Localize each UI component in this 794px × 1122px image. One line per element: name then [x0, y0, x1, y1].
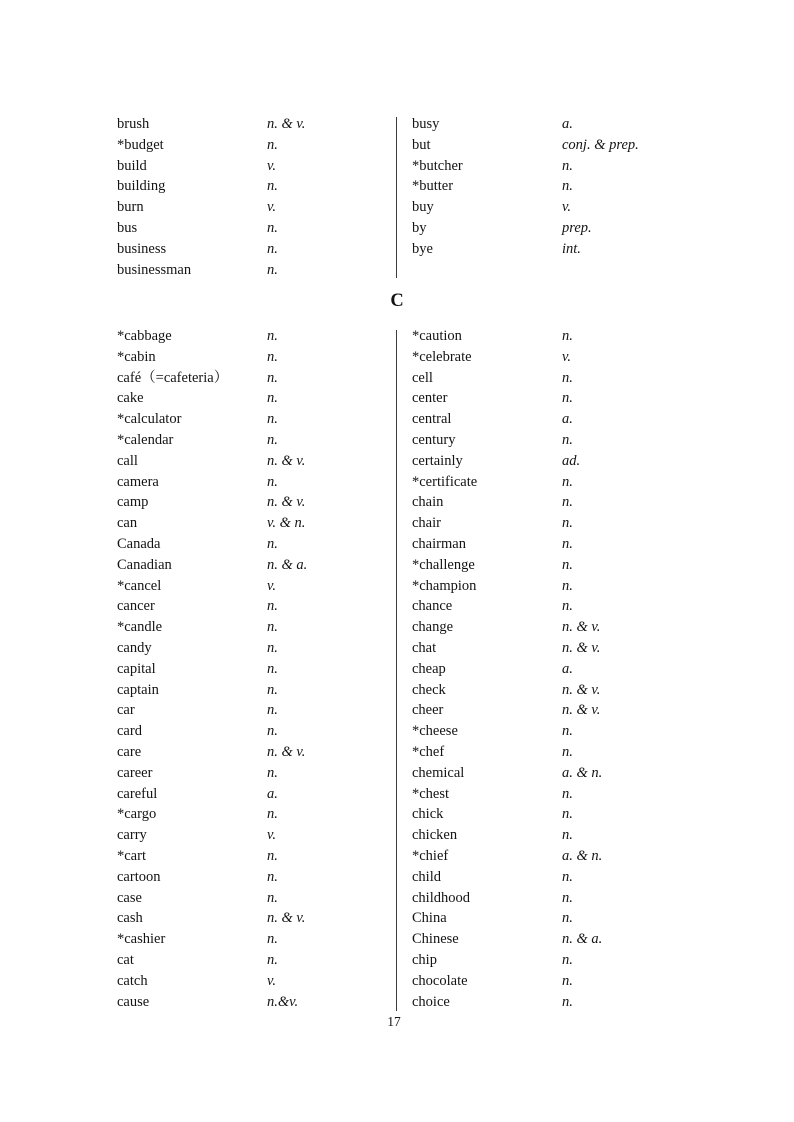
- part-of-speech: a. & n.: [562, 764, 603, 781]
- word-row: [412, 659, 687, 680]
- section-b-right-column: [412, 114, 687, 260]
- word-entry: *chest: [412, 785, 450, 802]
- word-row: [412, 430, 687, 451]
- word-entry: bus: [117, 219, 138, 236]
- part-of-speech: n.: [267, 390, 278, 407]
- word-entry: *butcher: [412, 157, 463, 174]
- word-row: [412, 596, 687, 617]
- word-row: [117, 492, 392, 513]
- word-row: [117, 971, 392, 992]
- word-row: [412, 114, 687, 135]
- word-entry: cartoon: [117, 868, 161, 885]
- part-of-speech: n.: [562, 951, 573, 968]
- word-entry: bye: [412, 240, 433, 257]
- word-entry: cell: [412, 369, 433, 386]
- word-row: [412, 929, 687, 950]
- word-entry: check: [412, 681, 446, 698]
- part-of-speech: ad.: [562, 452, 581, 469]
- word-entry: *cabbage: [117, 328, 172, 344]
- word-row: [117, 742, 392, 763]
- word-entry: *cargo: [117, 806, 157, 823]
- part-of-speech: n. & v.: [267, 494, 306, 511]
- word-row: [117, 260, 392, 281]
- part-of-speech: n. & a.: [267, 556, 308, 573]
- part-of-speech: a.: [562, 660, 573, 677]
- word-row: [412, 239, 687, 260]
- word-entry: chain: [412, 494, 444, 511]
- word-row: [412, 472, 687, 493]
- word-row: [412, 804, 687, 825]
- word-row: [117, 135, 392, 156]
- part-of-speech: n.: [562, 743, 573, 760]
- word-entry: cash: [117, 910, 143, 927]
- word-entry: *certificate: [412, 473, 478, 490]
- word-entry: career: [117, 764, 153, 781]
- word-entry: cancer: [117, 598, 155, 615]
- word-row: [412, 638, 687, 659]
- word-row: [412, 992, 687, 1013]
- word-entry: cheer: [412, 702, 444, 719]
- word-row: [117, 784, 392, 805]
- word-row: [412, 347, 687, 368]
- word-entry: can: [117, 515, 138, 532]
- part-of-speech: n.: [267, 806, 278, 823]
- word-row: [412, 451, 687, 472]
- word-entry: burn: [117, 199, 144, 216]
- part-of-speech: n.: [562, 889, 573, 906]
- section-b-column-divider: [396, 117, 397, 278]
- part-of-speech: n.: [562, 993, 573, 1010]
- word-row: [117, 804, 392, 825]
- word-entry: cause: [117, 993, 150, 1010]
- word-entry: chicken: [412, 827, 458, 844]
- part-of-speech: n.: [562, 157, 573, 174]
- part-of-speech: n.: [562, 178, 573, 195]
- part-of-speech: a.: [267, 785, 278, 802]
- word-row: [117, 388, 392, 409]
- part-of-speech: n. & v.: [562, 639, 601, 656]
- word-entry: change: [412, 619, 454, 636]
- word-row: [412, 555, 687, 576]
- word-row: [117, 472, 392, 493]
- part-of-speech: n.: [562, 598, 573, 615]
- word-entry: *cabin: [117, 348, 156, 365]
- word-entry: chat: [412, 639, 437, 656]
- part-of-speech: n.: [267, 535, 278, 552]
- word-entry: chance: [412, 598, 453, 615]
- word-entry: chemical: [412, 764, 465, 781]
- part-of-speech: n.: [267, 411, 278, 428]
- word-entry: *cancel: [117, 577, 162, 594]
- word-row: [412, 156, 687, 177]
- part-of-speech: n.: [562, 473, 573, 490]
- part-of-speech: n.: [267, 681, 278, 698]
- word-row: [412, 825, 687, 846]
- word-row: [117, 218, 392, 239]
- word-row: [117, 176, 392, 197]
- word-entry: catch: [117, 972, 148, 989]
- word-row: [117, 576, 392, 597]
- word-entry: child: [412, 868, 441, 885]
- word-entry: *celebrate: [412, 348, 472, 365]
- word-row: [117, 534, 392, 555]
- part-of-speech: n.: [267, 847, 278, 864]
- part-of-speech: n.: [267, 219, 278, 236]
- word-entry: *calculator: [117, 411, 182, 428]
- word-row: [412, 368, 687, 389]
- part-of-speech: n.: [562, 910, 573, 927]
- part-of-speech: prep.: [562, 219, 592, 236]
- word-row: [412, 721, 687, 742]
- word-row: [412, 763, 687, 784]
- word-entry: Canada: [117, 535, 161, 552]
- word-entry: brush: [117, 116, 150, 132]
- part-of-speech: n.: [267, 619, 278, 636]
- section-c-column-divider: [396, 330, 397, 1011]
- word-row: [412, 888, 687, 909]
- part-of-speech: n.: [267, 261, 278, 278]
- part-of-speech: n.: [267, 328, 278, 344]
- part-of-speech: n.: [267, 723, 278, 740]
- word-entry: camera: [117, 473, 159, 490]
- word-row: [117, 114, 392, 135]
- part-of-speech: n.: [267, 931, 278, 948]
- word-row: [412, 784, 687, 805]
- part-of-speech: a.: [562, 116, 573, 132]
- word-row: [412, 218, 687, 239]
- word-entry: but: [412, 136, 431, 153]
- word-entry: chip: [412, 951, 437, 968]
- word-entry: *chef: [412, 743, 445, 760]
- part-of-speech: n.: [267, 369, 278, 386]
- word-row: [412, 197, 687, 218]
- word-entry: busy: [412, 116, 440, 132]
- word-row: [412, 846, 687, 867]
- word-entry: businessman: [117, 261, 192, 278]
- part-of-speech: n. & v.: [267, 910, 306, 927]
- word-entry: call: [117, 452, 138, 469]
- part-of-speech: n.: [267, 951, 278, 968]
- word-entry: *budget: [117, 136, 164, 153]
- word-entry: certainly: [412, 452, 463, 469]
- word-entry: China: [412, 910, 447, 927]
- word-entry: carry: [117, 827, 147, 844]
- part-of-speech: v.: [267, 199, 276, 216]
- part-of-speech: n.: [562, 390, 573, 407]
- word-entry: *cart: [117, 847, 146, 864]
- word-row: [412, 617, 687, 638]
- word-entry: candy: [117, 639, 152, 656]
- word-row: [117, 825, 392, 846]
- word-row: [117, 239, 392, 260]
- word-row: [412, 908, 687, 929]
- word-entry: *candle: [117, 619, 163, 636]
- part-of-speech: n.: [267, 702, 278, 719]
- word-row: [117, 888, 392, 909]
- word-row: [117, 680, 392, 701]
- word-entry: chocolate: [412, 972, 468, 989]
- part-of-speech: n.: [562, 556, 573, 573]
- word-entry: chair: [412, 515, 441, 532]
- word-entry: *champion: [412, 577, 477, 594]
- word-entry: choice: [412, 993, 450, 1010]
- part-of-speech: n.: [267, 598, 278, 615]
- part-of-speech: n.: [562, 827, 573, 844]
- word-entry: childhood: [412, 889, 470, 906]
- word-entry: café（=cafeteria）: [117, 369, 229, 386]
- word-entry: *cashier: [117, 931, 166, 948]
- word-entry: care: [117, 743, 142, 760]
- word-row: [412, 176, 687, 197]
- part-of-speech: n. & v.: [562, 702, 601, 719]
- part-of-speech: n.: [562, 723, 573, 740]
- part-of-speech: n.: [562, 785, 573, 802]
- word-row: [412, 680, 687, 701]
- word-row: [117, 430, 392, 451]
- part-of-speech: n.: [562, 535, 573, 552]
- word-row: [412, 950, 687, 971]
- word-entry: camp: [117, 494, 149, 511]
- part-of-speech: n.: [267, 240, 278, 257]
- word-entry: card: [117, 723, 142, 740]
- part-of-speech: n.: [562, 868, 573, 885]
- word-row: [412, 492, 687, 513]
- part-of-speech: a.: [562, 411, 573, 428]
- word-entry: *cheese: [412, 723, 458, 740]
- word-entry: cheap: [412, 660, 446, 677]
- part-of-speech: n.&v.: [267, 993, 299, 1010]
- word-entry: center: [412, 390, 448, 407]
- part-of-speech: n.: [267, 178, 278, 195]
- part-of-speech: n.: [562, 494, 573, 511]
- word-entry: business: [117, 240, 167, 257]
- word-entry: car: [117, 702, 135, 719]
- part-of-speech: v.: [267, 157, 276, 174]
- word-entry: cake: [117, 390, 144, 407]
- word-row: [412, 867, 687, 888]
- word-row: [117, 721, 392, 742]
- part-of-speech: n.: [267, 639, 278, 656]
- word-entry: by: [412, 219, 427, 236]
- part-of-speech: n.: [267, 764, 278, 781]
- word-row: [412, 409, 687, 430]
- part-of-speech: n.: [562, 806, 573, 823]
- word-entry: buy: [412, 199, 434, 216]
- word-entry: chairman: [412, 535, 466, 552]
- word-entry: *chief: [412, 847, 449, 864]
- word-entry: Canadian: [117, 556, 172, 573]
- part-of-speech: v.: [562, 199, 571, 216]
- part-of-speech: n. & v.: [267, 452, 306, 469]
- word-entry: Chinese: [412, 931, 459, 948]
- word-row: [412, 513, 687, 534]
- part-of-speech: n.: [562, 328, 573, 344]
- part-of-speech: n.: [267, 136, 278, 153]
- word-row: [117, 409, 392, 430]
- word-entry: case: [117, 889, 142, 906]
- word-row: [117, 638, 392, 659]
- word-entry: central: [412, 411, 452, 428]
- word-row: [412, 971, 687, 992]
- part-of-speech: conj. & prep.: [562, 136, 639, 153]
- word-row: [117, 659, 392, 680]
- part-of-speech: int.: [562, 240, 581, 257]
- part-of-speech: n. & v.: [267, 116, 306, 132]
- word-entry: *challenge: [412, 556, 475, 573]
- word-row: [117, 846, 392, 867]
- word-entry: build: [117, 157, 147, 174]
- part-of-speech: n. & a.: [562, 931, 603, 948]
- word-entry: building: [117, 178, 166, 195]
- word-row: [117, 596, 392, 617]
- word-entry: chick: [412, 806, 444, 823]
- part-of-speech: n. & v.: [562, 619, 601, 636]
- word-row: [117, 555, 392, 576]
- word-row: [117, 156, 392, 177]
- word-row: [412, 388, 687, 409]
- part-of-speech: a. & n.: [562, 847, 603, 864]
- word-entry: *calendar: [117, 431, 174, 448]
- part-of-speech: n.: [267, 868, 278, 885]
- word-row: [117, 347, 392, 368]
- section-c-left-column: [117, 326, 392, 1012]
- word-row: [412, 534, 687, 555]
- word-row: [117, 908, 392, 929]
- word-row: [117, 451, 392, 472]
- word-entry: century: [412, 431, 456, 448]
- part-of-speech: v.: [267, 827, 276, 844]
- word-row: [117, 867, 392, 888]
- part-of-speech: n.: [267, 660, 278, 677]
- part-of-speech: n. & v.: [267, 743, 306, 760]
- word-row: [117, 700, 392, 721]
- part-of-speech: n.: [267, 473, 278, 490]
- section-c-right-column: [412, 326, 687, 1012]
- part-of-speech: v.: [267, 972, 276, 989]
- part-of-speech: n.: [562, 515, 573, 532]
- part-of-speech: n.: [562, 369, 573, 386]
- section-b-left-column: [117, 114, 392, 280]
- word-entry: *butter: [412, 178, 454, 195]
- word-row: [117, 197, 392, 218]
- part-of-speech: v.: [562, 348, 571, 365]
- word-row: [117, 950, 392, 971]
- word-row: [117, 368, 392, 389]
- word-entry: *caution: [412, 328, 462, 344]
- word-row: [117, 992, 392, 1013]
- word-entry: cat: [117, 951, 134, 968]
- part-of-speech: n.: [267, 431, 278, 448]
- word-row: [412, 135, 687, 156]
- word-row: [117, 929, 392, 950]
- word-entry: capital: [117, 660, 156, 677]
- word-row: [117, 513, 392, 534]
- page-number: 17: [387, 1014, 401, 1029]
- part-of-speech: n.: [562, 431, 573, 448]
- part-of-speech: n. & v.: [562, 681, 601, 698]
- word-row: [412, 326, 687, 347]
- part-of-speech: v. & n.: [267, 515, 306, 532]
- part-of-speech: n.: [267, 889, 278, 906]
- word-row: [117, 763, 392, 784]
- part-of-speech: n.: [562, 577, 573, 594]
- section-c-heading: C: [390, 291, 404, 311]
- part-of-speech: v.: [267, 577, 276, 594]
- word-row: [412, 742, 687, 763]
- part-of-speech: n.: [562, 972, 573, 989]
- word-row: [412, 700, 687, 721]
- word-row: [117, 617, 392, 638]
- word-entry: careful: [117, 785, 158, 802]
- word-row: [117, 326, 392, 347]
- part-of-speech: n.: [267, 348, 278, 365]
- word-row: [412, 576, 687, 597]
- word-entry: captain: [117, 681, 159, 698]
